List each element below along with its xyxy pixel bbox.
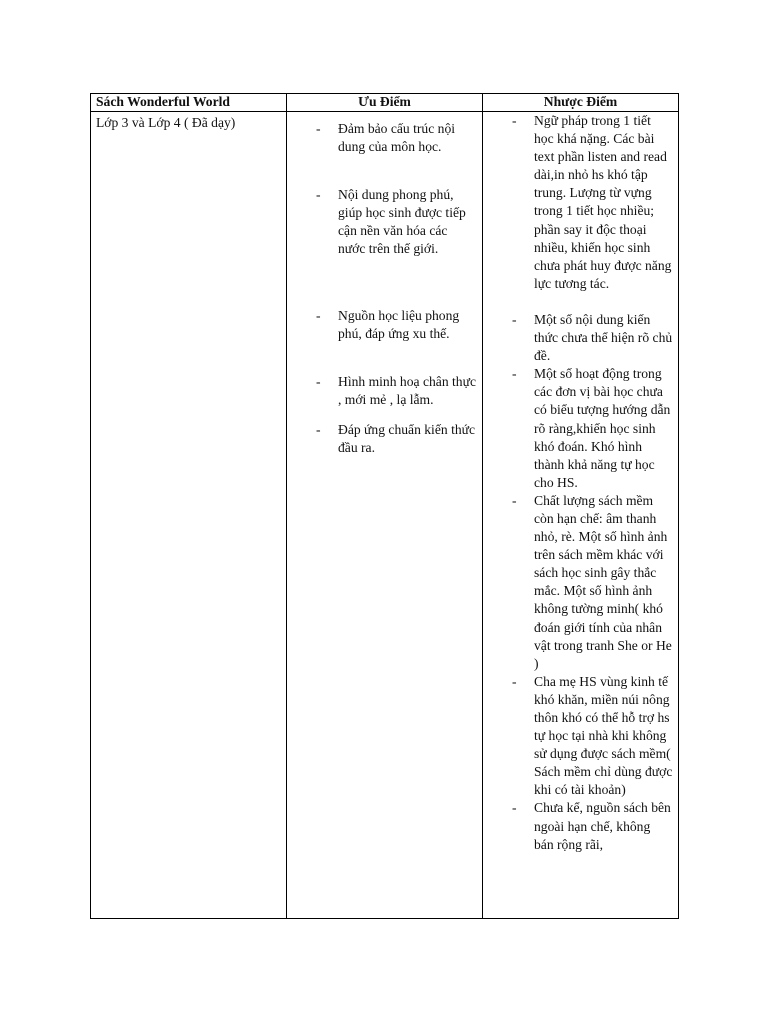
disadvantage-text: Một số nội dung kiến thức chưa thể hiện rõ chủ đề. bbox=[534, 311, 673, 364]
header-advantages: Ưu Điểm bbox=[287, 94, 483, 112]
bullet-dash: - bbox=[316, 121, 321, 136]
list-item bbox=[292, 421, 477, 457]
advantage-text: Đáp ứng chuẩn kiến thức đầu ra. bbox=[338, 421, 476, 456]
disadvantage-text: Chất lượng sách mềm còn hạn chế: âm thanh nhỏ, rè. Một số hình ảnh trên sách mềm khác với sách học sinh gây thắc mắc. Một số hình ảnh không tường minh( khó đoán giới tính của nhân vật trong tranh She or He ) bbox=[534, 492, 672, 671]
list-item bbox=[488, 311, 673, 365]
list-item bbox=[292, 186, 477, 258]
header-disadvantages: Nhược Điểm bbox=[483, 94, 679, 112]
advantages-list bbox=[292, 120, 477, 457]
bullet-dash: - bbox=[316, 421, 321, 437]
disadvantage-text: Chưa kể, nguồn sách bên ngoài hạn chế, không bán rộng rãi, bbox=[534, 800, 671, 852]
table-header-row bbox=[91, 94, 679, 112]
list-item bbox=[488, 673, 673, 800]
list-item bbox=[292, 120, 477, 156]
bullet-dash: - bbox=[512, 113, 517, 128]
list-item bbox=[292, 307, 477, 343]
bullet-dash: - bbox=[316, 307, 321, 323]
disadvantage-text: Ngữ pháp trong 1 tiết học khá nặng. Các bài text phần listen and read dài,in nhỏ hs khó tập trung. Lượng từ vựng trong 1 tiết học nhiều; phần say it độc thoại nhiều, khiến học sinh chưa phát huy được năng lực tương tác. bbox=[534, 113, 672, 291]
bullet-dash: - bbox=[316, 187, 321, 203]
disadvantages-cell bbox=[483, 112, 679, 919]
list-item bbox=[488, 799, 673, 853]
class-label-cell bbox=[91, 112, 287, 919]
bullet-dash: - bbox=[512, 366, 517, 382]
table-row bbox=[91, 112, 679, 919]
advantage-text: Hình minh hoạ chân thực , mới mẻ , lạ lẫm. bbox=[338, 373, 476, 407]
advantage-text: Nguồn học liệu phong phú, đáp ứng xu thế. bbox=[338, 307, 460, 341]
bullet-dash: - bbox=[512, 492, 517, 508]
disadvantages-list bbox=[488, 112, 673, 854]
bullet-dash: - bbox=[316, 373, 321, 389]
bullet-dash: - bbox=[512, 673, 517, 689]
comparison-table bbox=[90, 93, 679, 919]
list-item bbox=[488, 365, 673, 492]
bullet-dash: - bbox=[512, 800, 517, 816]
header-book: Sách Wonderful World bbox=[91, 94, 287, 112]
list-item bbox=[488, 492, 673, 673]
advantage-text: Đảm bảo cấu trúc nội dung của môn học. bbox=[338, 121, 456, 155]
bullet-dash: - bbox=[512, 311, 517, 327]
class-label: Lớp 3 và Lớp 4 ( Đã dạy) bbox=[96, 115, 236, 130]
disadvantage-text: Cha mẹ HS vùng kinh tế khó khăn, miền núi nông thôn khó có thể hỗ trợ hs tự học tại nhà khi không sử dụng được sách mềm( Sách mềm chỉ dùng được khi có tài khoản) bbox=[534, 673, 673, 798]
list-item bbox=[488, 112, 673, 293]
advantages-cell bbox=[287, 112, 483, 919]
disadvantage-text: Một số hoạt động trong các đơn vị bài học chưa có biểu tượng hướng dẫn rõ ràng,khiến học sinh khó đoán. Khó hình thành khả năng tự học cho HS. bbox=[534, 366, 671, 490]
advantage-text: Nội dung phong phú, giúp học sinh được tiếp cận nền văn hóa các nước trên thế giới. bbox=[338, 187, 466, 257]
list-item bbox=[292, 373, 477, 409]
